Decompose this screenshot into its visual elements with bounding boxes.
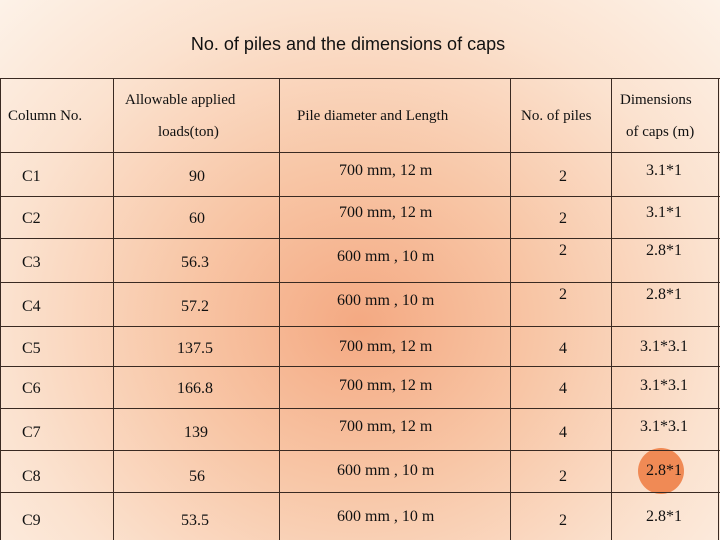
cell-piles: 2 [559,468,567,485]
cell-dim: 3.1*3.1 [640,418,688,435]
cell-piles: 4 [559,380,567,397]
cell-column: C1 [22,168,41,185]
cell-pile: 600 mm , 10 m [337,508,435,525]
cell-column: C7 [22,424,41,441]
cell-pile: 700 mm, 12 m [339,204,433,221]
cell-pile: 700 mm, 12 m [339,338,433,355]
cell-pile: 700 mm, 12 m [339,418,433,435]
cell-pile: 600 mm , 10 m [337,292,435,309]
column-divider [113,78,114,540]
cell-column: C2 [22,210,41,227]
cell-dim: 3.1*1 [646,162,682,179]
header-load-line2: loads(ton) [158,124,219,140]
header-pile: Pile diameter and Length [297,108,449,124]
cell-load: 137.5 [177,340,213,357]
row-divider [0,196,720,197]
row-divider [0,282,720,283]
cell-piles: 2 [559,512,567,529]
cell-piles: 2 [559,210,567,227]
header-column-no: Column No. [8,108,83,124]
cell-load: 56.3 [181,254,209,271]
column-divider [510,78,511,540]
row-divider [0,408,720,409]
table-border-top [0,78,720,79]
cell-piles: 2 [559,286,567,303]
cell-load: 53.5 [181,512,209,529]
cell-load: 56 [189,468,205,485]
cell-piles: 4 [559,340,567,357]
row-divider [0,326,720,327]
cell-load: 57.2 [181,298,209,315]
cell-piles: 2 [559,168,567,185]
row-divider [0,152,720,153]
cell-column: C9 [22,512,41,529]
table-border-left [0,78,1,540]
cell-pile: 700 mm, 12 m [339,377,433,394]
cell-dim: 3.1*3.1 [640,338,688,355]
cell-load: 139 [184,424,208,441]
header-dim-line2: of caps (m) [626,124,695,140]
cell-column: C3 [22,254,41,271]
cell-dim: 2.8*1 [646,242,682,259]
cell-column: C5 [22,340,41,357]
cell-dim: 3.1*1 [646,204,682,221]
cell-dim: 2.8*1 [646,508,682,525]
piles-table [0,78,720,540]
row-divider [0,450,720,451]
column-divider [611,78,612,540]
table-border-right [718,78,719,540]
cell-piles: 4 [559,424,567,441]
header-dim-line1: Dimensions [620,92,692,108]
row-divider [0,238,720,239]
cell-pile: 700 mm, 12 m [339,162,433,179]
row-divider [0,366,720,367]
cell-load: 60 [189,210,205,227]
cell-pile: 600 mm , 10 m [337,248,435,265]
cell-piles: 2 [559,242,567,259]
cell-load: 90 [189,168,205,185]
cell-load: 166.8 [177,380,213,397]
cell-column: C6 [22,380,41,397]
header-load-line1: Allowable applied [125,92,236,108]
cell-pile: 600 mm , 10 m [337,462,435,479]
column-divider [279,78,280,540]
row-divider [0,492,720,493]
cell-column: C4 [22,298,41,315]
slide-title: No. of piles and the dimensions of caps [190,34,506,54]
cell-dim: 3.1*3.1 [640,377,688,394]
cell-dim: 2.8*1 [646,286,682,303]
header-piles: No. of piles [521,108,592,124]
cell-dim: 2.8*1 [646,462,682,479]
cell-column: C8 [22,468,41,485]
